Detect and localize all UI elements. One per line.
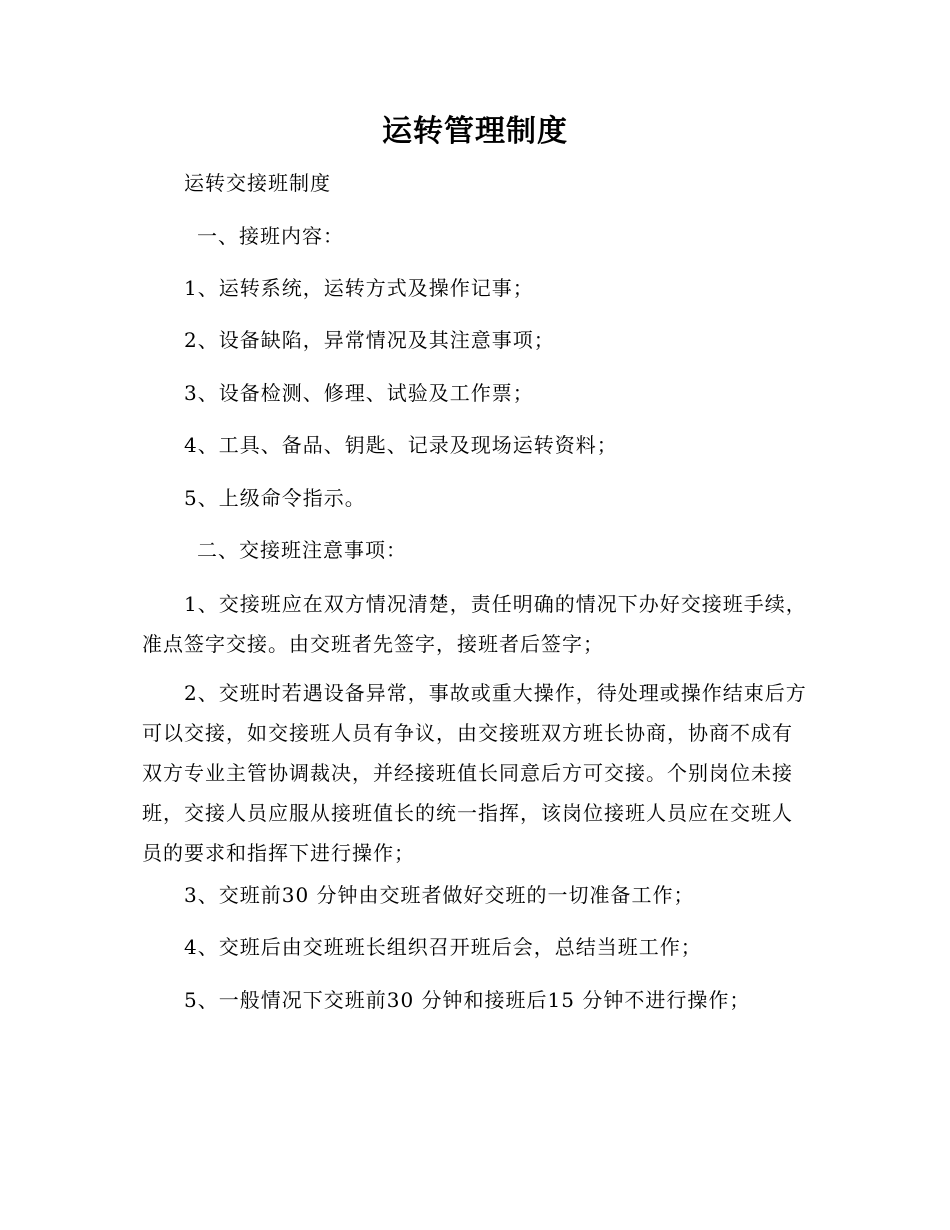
section-2-item-2: 2、交班时若遇设备异常，事故或重大操作，待处理或操作结束后方可以交接，如交接班人员有争议，由交接班双方班长协商，协商不成有双方专业主管协调裁决，并经接班值长同意后方可交接。个别岗位未接班，交接人员应服从接班值长的统一指挥，该岗位接班人员应在交班人员的要求和指挥下进行操作； bbox=[142, 681, 807, 865]
section-1-heading: 一、接班内容： bbox=[197, 224, 344, 248]
section-1-item-4: 4、工具、备品、钥匙、记录及现场运转资料； bbox=[184, 433, 618, 457]
section-1-item-2: 2、设备缺陷，异常情况及其注意事项； bbox=[184, 328, 555, 352]
section-1-item-5: 5、上级命令指示。 bbox=[184, 486, 366, 510]
section-2-item-4: 4、交班后由交班班长组织召开班后会，总结当班工作； bbox=[184, 935, 702, 959]
section-2-item-5: 5、一般情况下交班前30 分钟和接班后15 分钟不进行操作； bbox=[184, 988, 751, 1012]
document-title: 运转管理制度 bbox=[382, 114, 568, 149]
document-subtitle: 运转交接班制度 bbox=[184, 171, 331, 195]
section-2-item-3: 3、交班前30 分钟由交班者做好交班的一切准备工作； bbox=[184, 883, 695, 907]
section-1-item-3: 3、设备检测、修理、试验及工作票； bbox=[184, 381, 534, 405]
section-2-item-1: 1、交接班应在双方情况清楚，责任明确的情况下办好交接班手续，准点签字交接。由交班者先签字，接班者后签字； bbox=[142, 592, 807, 656]
section-1-item-1: 1、运转系统，运转方式及操作记事； bbox=[184, 276, 534, 300]
section-2-heading: 二、交接班注意事项： bbox=[197, 538, 407, 562]
